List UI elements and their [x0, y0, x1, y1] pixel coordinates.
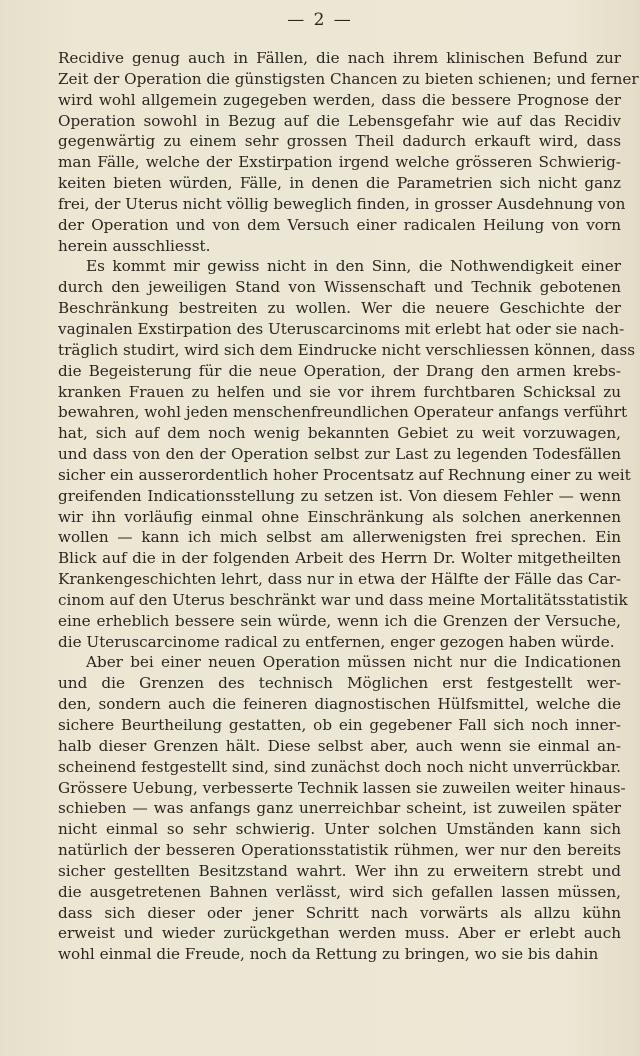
page-number: — 2 —	[287, 10, 353, 30]
text-line: vaginalen Exstirpation des Uteruscarcinoms mit erlebt hat oder sie nach-	[58, 319, 625, 338]
text-line: eine erheblich bessere sein würde, wenn ich die Grenzen der Versuche,	[58, 611, 621, 630]
text-line: durch den jeweiligen Stand von Wissenschaft und Technik gebotenen	[58, 278, 621, 297]
text-line: cinom auf den Uterus beschränkt war und dass meine Mortalitätsstatistik	[58, 590, 628, 609]
text-line: träglich studirt, wird sich dem Eindrucke nicht verschliessen können, dass	[58, 340, 635, 359]
text-line: frei, der Uterus nicht völlig beweglich finden, in grosser Ausdehnung von	[58, 194, 626, 213]
text-line: erweist und wieder zurückgethan werden muss. Aber er erlebt auch	[58, 924, 621, 943]
text-line: wir ihn vorläufig einmal ohne Einschränkung als solchen anerkennen	[58, 507, 621, 526]
text-line: dass sich dieser oder jener Schritt nach vorwärts als allzu kühn	[58, 903, 621, 922]
text-line: Beschränkung bestreiten zu wollen. Wer die neuere Geschichte der	[58, 299, 621, 318]
text-line: man Fälle, welche der Exstirpation irgend welche grösseren Schwierig-	[58, 153, 621, 172]
text-line: Grössere Uebung, verbesserte Technik lassen sie zuweilen weiter hinaus-	[58, 778, 626, 797]
text-line: wird wohl allgemein zugegeben werden, dass die bessere Prognose der	[58, 90, 621, 109]
text-line: hat, sich auf dem noch wenig bekannten Gebiet zu weit vorzuwagen,	[58, 424, 621, 443]
text-line: scheinend festgestellt sind, sind zunächst doch noch nicht unverrückbar.	[58, 757, 621, 776]
text-line: und die Grenzen des technisch Möglichen erst festgestellt wer-	[58, 674, 621, 693]
text-line: der Operation und von dem Versuch einer radicalen Heilung von vorn	[58, 215, 621, 234]
text-line: und dass von den der Operation selbst zur Last zu legenden Todesfällen	[58, 445, 621, 464]
text-line: kranken Frauen zu helfen und sie vor ihrem furchtbaren Schicksal zu	[58, 382, 621, 401]
paragraph	[58, 256, 635, 652]
text-line: sicher gestellten Besitzstand wahrt. Wer ihn zu erweitern strebt und	[58, 861, 621, 880]
text-line: gegenwärtig zu einem sehr grossen Theil dadurch erkauft wird, dass	[58, 132, 621, 151]
text-line: nicht einmal so sehr schwierig. Unter solchen Umständen kann sich	[58, 820, 621, 839]
text-line: die ausgetretenen Bahnen verlässt, wird sich gefallen lassen müssen,	[58, 882, 621, 901]
text-line: Zeit der Operation die günstigsten Chancen zu bieten schienen; und ferner	[58, 69, 639, 88]
text-line: Aber bei einer neuen Operation müssen nicht nur die Indicationen	[86, 653, 621, 672]
body-text	[58, 48, 639, 965]
text-line: sichere Beurtheilung gestatten, ob ein gegebener Fall sich noch inner-	[58, 716, 621, 734]
text-line: Blick auf die in der folgenden Arbeit des Herrn Dr. Wolter mitgetheilten	[58, 549, 621, 568]
text-line: bewahren, wohl jeden menschenfreundlichen Operateur anfangs verführt	[58, 403, 628, 422]
text-line: keiten bieten würden, Fälle, in denen die Parametrien sich nicht ganz	[58, 174, 621, 193]
text-line: natürlich der besseren Operationsstatistik rühmen, wer nur den bereits	[58, 841, 621, 860]
text-line: herein ausschliesst.	[58, 236, 211, 255]
text-line: Recidive genug auch in Fällen, die nach ihrem klinischen Befund zur	[58, 49, 621, 67]
paragraph	[58, 652, 626, 965]
text-line: wollen — kann ich mich selbst am allerwenigsten frei sprechen. Ein	[58, 528, 621, 547]
text-line: Es kommt mir gewiss nicht in den Sinn, die Nothwendigkeit einer	[86, 257, 621, 276]
text-line: den, sondern auch die feineren diagnostischen Hülfsmittel, welche die	[58, 695, 621, 714]
text-line: halb dieser Grenzen hält. Diese selbst aber, auch wenn sie einmal an-	[58, 736, 621, 755]
text-line: Krankengeschichten lehrt, dass nur in etwa der Hälfte der Fälle das Car-	[58, 570, 621, 589]
text-line: wohl einmal die Freude, noch da Rettung zu bringen, wo sie bis dahin	[58, 945, 599, 964]
text-line: die Uteruscarcinome radical zu entfernen, enger gezogen haben würde.	[58, 632, 615, 651]
paragraph	[58, 48, 639, 256]
text-line: Operation sowohl in Bezug auf die Lebensgefahr wie auf das Recidiv	[58, 111, 621, 130]
text-line: greifenden Indicationsstellung zu setzen ist. Von diesem Fehler — wenn	[58, 486, 621, 505]
text-line: sicher ein ausserordentlich hoher Procentsatz auf Rechnung einer zu weit	[58, 465, 631, 484]
text-line: die Begeisterung für die neue Operation, der Drang den armen krebs-	[58, 361, 621, 380]
text-line: schieben — was anfangs ganz unerreichbar scheint, ist zuweilen später	[58, 799, 621, 818]
